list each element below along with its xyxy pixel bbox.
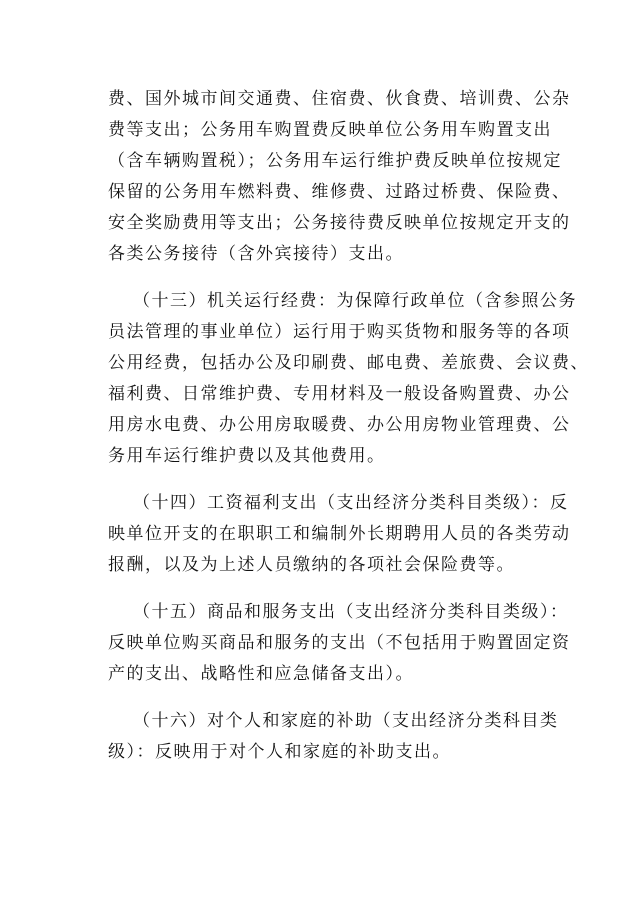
text-line: 保留的公务用车燃料费、维修费、过路过桥费、保险费、 bbox=[108, 182, 571, 202]
text-line: 务用车运行维护费以及其他费用。 bbox=[108, 446, 386, 466]
text-line: 安全奖励费用等支出；公务接待费反映单位按规定开支的 bbox=[108, 213, 571, 233]
text-line: （十四）工资福利支出（支出经济分类科目类级）：反 bbox=[133, 493, 569, 513]
text-line: （十三）机关运行经费：为保障行政单位（含参照公务 bbox=[133, 291, 577, 311]
text-line: 公用经费，包括办公及印刷费、邮电费、差旅费、会议费、 bbox=[108, 353, 589, 373]
text-line: 级）：反映用于对个人和家庭的补助支出。 bbox=[108, 742, 451, 762]
text-line: （含车辆购置税）；公务用车运行维护费反映单位按规定 bbox=[108, 151, 562, 171]
text-line: 福利费、日常维护费、专用材料及一般设备购置费、办公 bbox=[108, 384, 571, 404]
text-line: 员法管理的事业单位）运行用于购买货物和服务等的各项 bbox=[108, 322, 571, 342]
text-line: 反映单位购买商品和服务的支出（不包括用于购置固定资 bbox=[108, 633, 571, 653]
text-line: （十五）商品和服务支出（支出经济分类科目类级）： bbox=[133, 602, 569, 622]
text-line: 用房水电费、办公用房取暖费、办公用房物业管理费、公 bbox=[108, 415, 571, 435]
text-line: 映单位开支的在职职工和编制外长期聘用人员的各类劳动 bbox=[108, 524, 571, 544]
text-line: 费等支出；公务用车购置费反映单位公务用车购置支出 bbox=[108, 120, 552, 140]
text-line: 产的支出、战略性和应急储备支出）。 bbox=[108, 664, 414, 684]
text-line: 报酬，以及为上述人员缴纳的各项社会保险费等。 bbox=[108, 555, 515, 575]
text-line: 费、国外城市间交通费、住宿费、伙食费、培训费、公杂 bbox=[108, 89, 571, 109]
text-line: 各类公务接待（含外宾接待）支出。 bbox=[108, 244, 404, 264]
text-line: （十六）对个人和家庭的补助（支出经济分类科目类 bbox=[133, 711, 559, 731]
